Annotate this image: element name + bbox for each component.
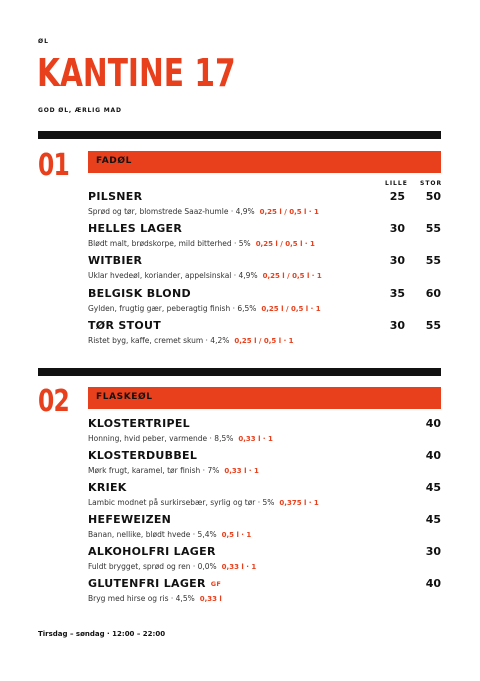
item-name: ALKOHOLFRI LAGER [88, 545, 216, 558]
item-description [88, 434, 273, 443]
menu-item [88, 222, 441, 254]
item-serving: 0,25 l / 0,5 l · 1 [259, 208, 319, 216]
item-serving: 0,375 l · 1 [279, 499, 319, 507]
item-serving: 0,33 l [199, 595, 222, 603]
item-description [88, 239, 315, 248]
menu-item [88, 417, 441, 449]
item-desc-text: Lambic modnet på surkirsebær, syrlig og tør · 5% [88, 498, 275, 507]
item-name: KRIEK [88, 481, 127, 494]
section-header-bar [88, 387, 441, 409]
item-price: 45 [425, 513, 441, 526]
item-price-small: 25 [389, 190, 405, 203]
item-serving: 0,25 l / 0,5 l · 1 [255, 240, 315, 248]
menu-item [88, 449, 441, 481]
item-name: KLOSTERTRIPEL [88, 417, 190, 430]
menu-item [88, 513, 441, 545]
section-number: 02 [38, 384, 70, 419]
item-serving: 0,5 l · 1 [221, 531, 252, 539]
item-name-text: GLUTENFRI LAGER [88, 577, 206, 590]
menu-item [88, 545, 441, 577]
item-name: HELLES LAGER [88, 222, 183, 235]
venue-title: KANTINE 17 [37, 51, 236, 95]
item-name: HEFEWEIZEN [88, 513, 172, 526]
section-number: 01 [38, 148, 70, 183]
item-desc-text: Fuldt brygget, sprød og ren · 0,0% [88, 562, 217, 571]
section-divider [38, 131, 441, 139]
item-price: 40 [425, 449, 441, 462]
item-desc-text: Gylden, frugtig gær, peberagtig finish · 6,5% [88, 304, 257, 313]
item-name: TØR STOUT [88, 319, 162, 332]
item-description [88, 336, 294, 345]
menu-item [88, 481, 441, 513]
item-description [88, 498, 319, 507]
item-description [88, 271, 322, 280]
item-description [88, 562, 256, 571]
gluten-free-badge: GF [210, 580, 222, 588]
item-name: BELGISK BLOND [88, 287, 191, 300]
item-name [88, 577, 221, 590]
item-description [88, 594, 222, 603]
section-divider [38, 368, 441, 376]
item-description [88, 466, 259, 475]
item-price: 30 [425, 545, 441, 558]
menu-kicker: ØL [38, 38, 49, 45]
item-price-large: 55 [425, 254, 441, 267]
section-label: FADØL [96, 156, 132, 166]
item-desc-text: Sprød og tør, blomstrede Saaz-humle · 4,9% [88, 207, 255, 216]
item-serving: 0,25 l / 0,5 l · 1 [261, 305, 321, 313]
item-serving: 0,25 l / 0,5 l · 1 [262, 272, 322, 280]
item-price-large: 60 [425, 287, 441, 300]
item-price: 40 [425, 577, 441, 590]
item-desc-text: Uklar hvedeøl, koriander, appelsinskal · 4,9% [88, 271, 258, 280]
item-price-small: 30 [389, 222, 405, 235]
item-description [88, 304, 321, 313]
item-price-small: 30 [389, 319, 405, 332]
item-name: KLOSTERDUBBEL [88, 449, 198, 462]
column-header-large: STOR [420, 180, 443, 187]
opening-hours: Tirsdag – søndag · 12:00 – 22:00 [38, 630, 166, 638]
menu-item [88, 577, 441, 609]
item-price-small: 35 [389, 287, 405, 300]
item-price-large: 55 [425, 222, 441, 235]
item-desc-text: Banan, nellike, blødt hvede · 5,4% [88, 530, 217, 539]
section-header-bar [88, 151, 441, 173]
item-serving: 0,33 l · 1 [221, 563, 257, 571]
item-description [88, 207, 319, 216]
item-price: 45 [425, 481, 441, 494]
item-description [88, 530, 251, 539]
menu-item [88, 319, 441, 351]
item-price: 40 [425, 417, 441, 430]
section-label: FLASKEØL [96, 392, 153, 402]
column-header-small: LILLE [385, 180, 408, 187]
item-price-small: 30 [389, 254, 405, 267]
item-serving: 0,33 l · 1 [224, 467, 259, 475]
menu-item [88, 254, 441, 286]
item-serving: 0,25 l / 0,5 l · 1 [234, 337, 294, 345]
item-name: WITBIER [88, 254, 143, 267]
item-price-large: 50 [425, 190, 441, 203]
venue-tagline: GOD ØL, ÆRLIG MAD [38, 107, 122, 114]
menu-item [88, 190, 441, 222]
item-desc-text: Honning, hvid peber, varmende · 8,5% [88, 434, 234, 443]
item-price-large: 55 [425, 319, 441, 332]
item-serving: 0,33 l · 1 [238, 435, 273, 443]
item-desc-text: Ristet byg, kaffe, cremet skum · 4,2% [88, 336, 230, 345]
menu-item [88, 287, 441, 319]
item-desc-text: Blødt malt, brødskorpe, mild bitterhed · 5% [88, 239, 251, 248]
item-name: PILSNER [88, 190, 143, 203]
item-desc-text: Bryg med hirse og ris · 4,5% [88, 594, 195, 603]
item-desc-text: Mørk frugt, karamel, tør finish · 7% [88, 466, 220, 475]
